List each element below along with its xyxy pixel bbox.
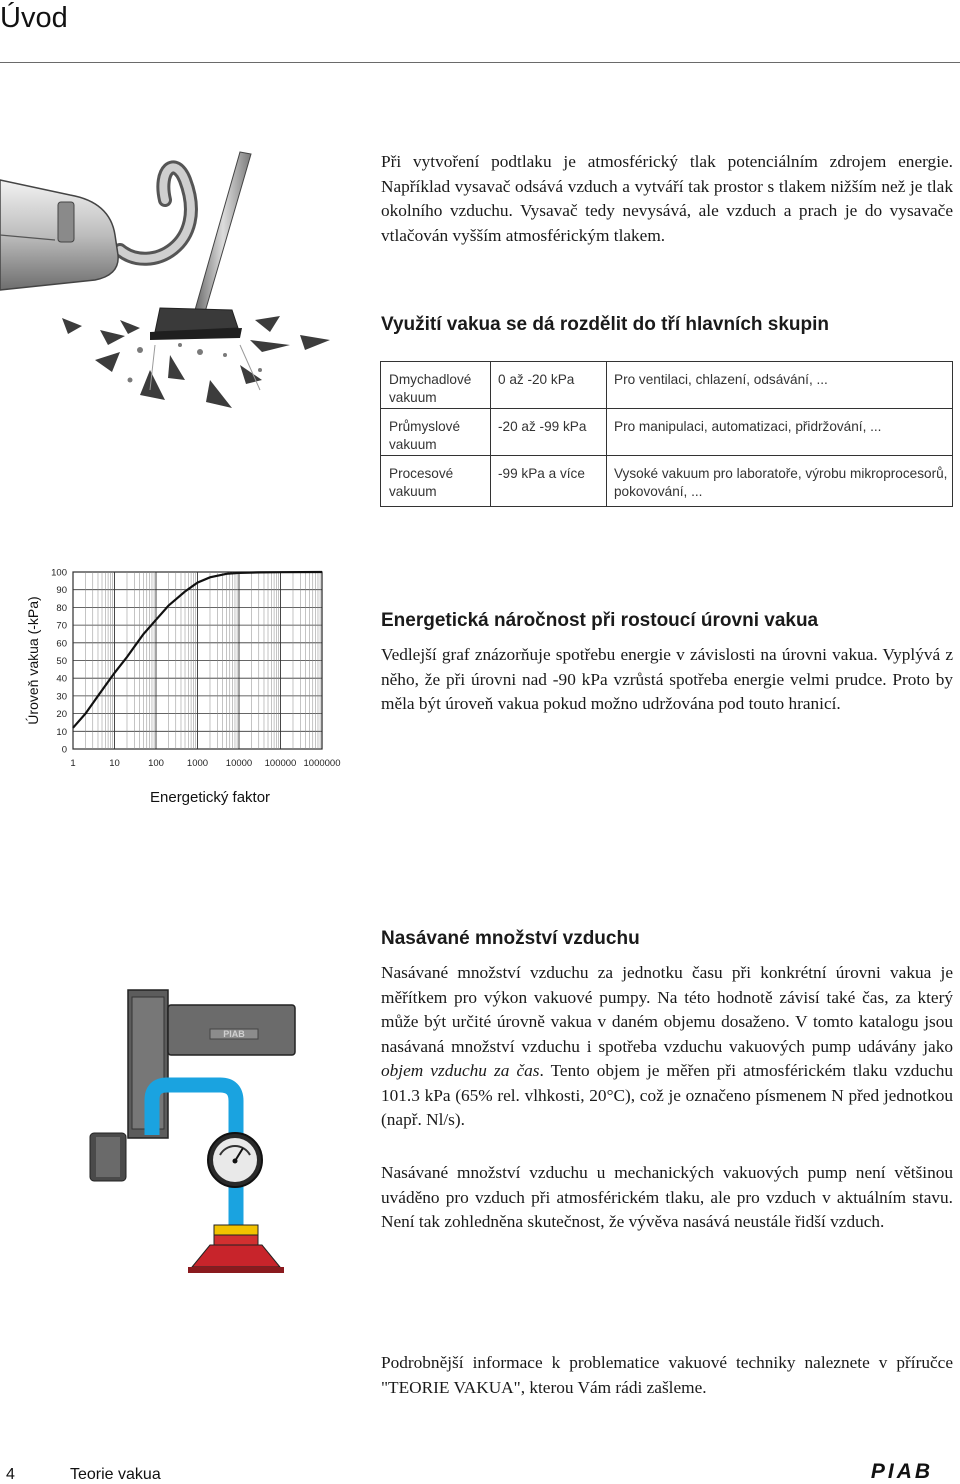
- footer-note: Podrobnější informace k problematice vakuové techniky naleznete v příručce "TEORIE VAKUA", kterou Vám rádi zašleme.: [381, 1353, 953, 1397]
- y-tick-label: 40: [56, 673, 67, 685]
- group-name: Procesové vakuum: [381, 456, 491, 506]
- chart-y-axis-label: Úroveň vakua (-kPa): [25, 596, 41, 725]
- y-tick-label: 10: [56, 726, 67, 738]
- x-tick-label: 10: [109, 758, 120, 769]
- suction-paragraph-1: [381, 961, 953, 1133]
- y-tick-label: 0: [61, 744, 67, 756]
- vacuum-pump-illustration: [80, 985, 340, 1285]
- group-use: Pro ventilaci, chlazení, odsávání, ...: [614, 372, 828, 387]
- intro-paragraph: Při vytvoření podtlaku je atmosférický tlak potenciálním zdrojem energie. Například vysavač odsává vzduch a vytváří tak prostor s tlakem nižším než je tlak okolního vzduchu. Vysavač tedy nevysává, ale vzduch a prach je do vysavače vtlačován vyšším atmosférickým tlakem.: [381, 152, 953, 245]
- group-range: -99 kPa a více: [491, 456, 607, 506]
- x-tick-label: 100000: [264, 758, 297, 769]
- chart-x-ticks: [70, 758, 340, 769]
- page-title: Úvod: [0, 2, 68, 34]
- energy-heading: Energetická náročnost při rostoucí úrovni vakua: [381, 610, 819, 631]
- y-tick-label: 80: [56, 602, 67, 614]
- pump-brand-label: PIAB: [223, 1029, 245, 1039]
- table-row: [381, 362, 952, 409]
- vacuum-cleaner-illustration: [0, 140, 372, 420]
- x-tick-label: 10000: [225, 758, 253, 769]
- x-tick-label: 1000: [186, 758, 209, 769]
- group-use: Pro manipulaci, automatizaci, přidržování, ...: [614, 419, 882, 434]
- x-tick-label: 1: [70, 758, 76, 769]
- y-tick-label: 90: [56, 585, 67, 597]
- suction-text: . Tento objem je měřen při atmosférickém tlaku vzduchu 101.3 kPa (65% rel. vlhkosti, 20°C), což je označeno písmenem N před jednotkou (např. Nl/s).: [381, 1061, 953, 1129]
- y-tick-label: 20: [56, 709, 67, 721]
- chart-y-ticks: [51, 568, 67, 756]
- y-tick-label: 100: [51, 567, 67, 579]
- svg-text:PIAB: PIAB: [870, 1461, 934, 1481]
- header-rule: [0, 62, 960, 63]
- suction-emphasis: objem vzduchu za čas: [381, 1061, 540, 1080]
- suction-text: Nasávané množství vzduchu za jednotku času při konkrétní úrovni vakua je měřítkem pro výkon vakuové pumpy. Na této hodnotě závisí také čas, za který může být určité úrovně vakua v daném objemu dosaženo. V tomto katalogu jsou nasávaná množství vzduchu i spotřeba vzduchu vakuových pump udávány jako: [381, 963, 953, 1056]
- suction-cup: [192, 1245, 280, 1267]
- piab-logo: [848, 1461, 956, 1481]
- group-name: Dmychadlové vakuum: [381, 362, 491, 408]
- page-number: 4: [6, 1466, 15, 1483]
- group-range: -20 až -99 kPa: [491, 409, 607, 455]
- x-tick-label: 100: [148, 758, 164, 769]
- suction-heading: Nasávané množství vzduchu: [381, 928, 640, 949]
- groups-heading: Využití vakua se dá rozdělit do tří hlavních skupin: [381, 314, 830, 335]
- suction-paragraph-2: Nasávané množství vzduchu u mechanických vakuových pump není většinou uváděno pro vzduch při atmosférickém tlaku, ale pro vzduch v aktuálním stavu. Není tak zohledněna skutečnost, že vývěva nasává neustále řidší vzduch.: [381, 1163, 953, 1231]
- chart-x-axis-label: Energetický faktor: [150, 789, 271, 806]
- y-tick-label: 70: [56, 620, 67, 632]
- group-use: Vysoké vakuum pro laboratoře, výrobu mikroprocesorů, pokovování, ...: [614, 466, 948, 499]
- chart-grid: [73, 572, 322, 749]
- energy-paragraph: Vedlejší graf znázorňuje spotřebu energie v závislosti na úrovni vakua. Vyplývá z něho, že při úrovni nad -90 kPa vzrůstá spotřeba energie velmi prudce. Proto by měla být úroveň vakua pokud možno udržována pod touto hranicí.: [381, 645, 953, 713]
- energy-chart: [0, 560, 360, 810]
- group-name: Průmyslové vakuum: [381, 409, 491, 455]
- y-tick-label: 50: [56, 656, 67, 667]
- vacuum-groups-table: [380, 361, 953, 507]
- y-tick-label: 30: [56, 691, 67, 703]
- x-tick-label: 1000000: [303, 758, 341, 769]
- table-row: [381, 456, 952, 506]
- y-tick-label: 60: [56, 638, 67, 650]
- group-range: 0 až -20 kPa: [491, 362, 607, 408]
- table-row: [381, 409, 952, 456]
- section-name: Teorie vakua: [70, 1466, 161, 1483]
